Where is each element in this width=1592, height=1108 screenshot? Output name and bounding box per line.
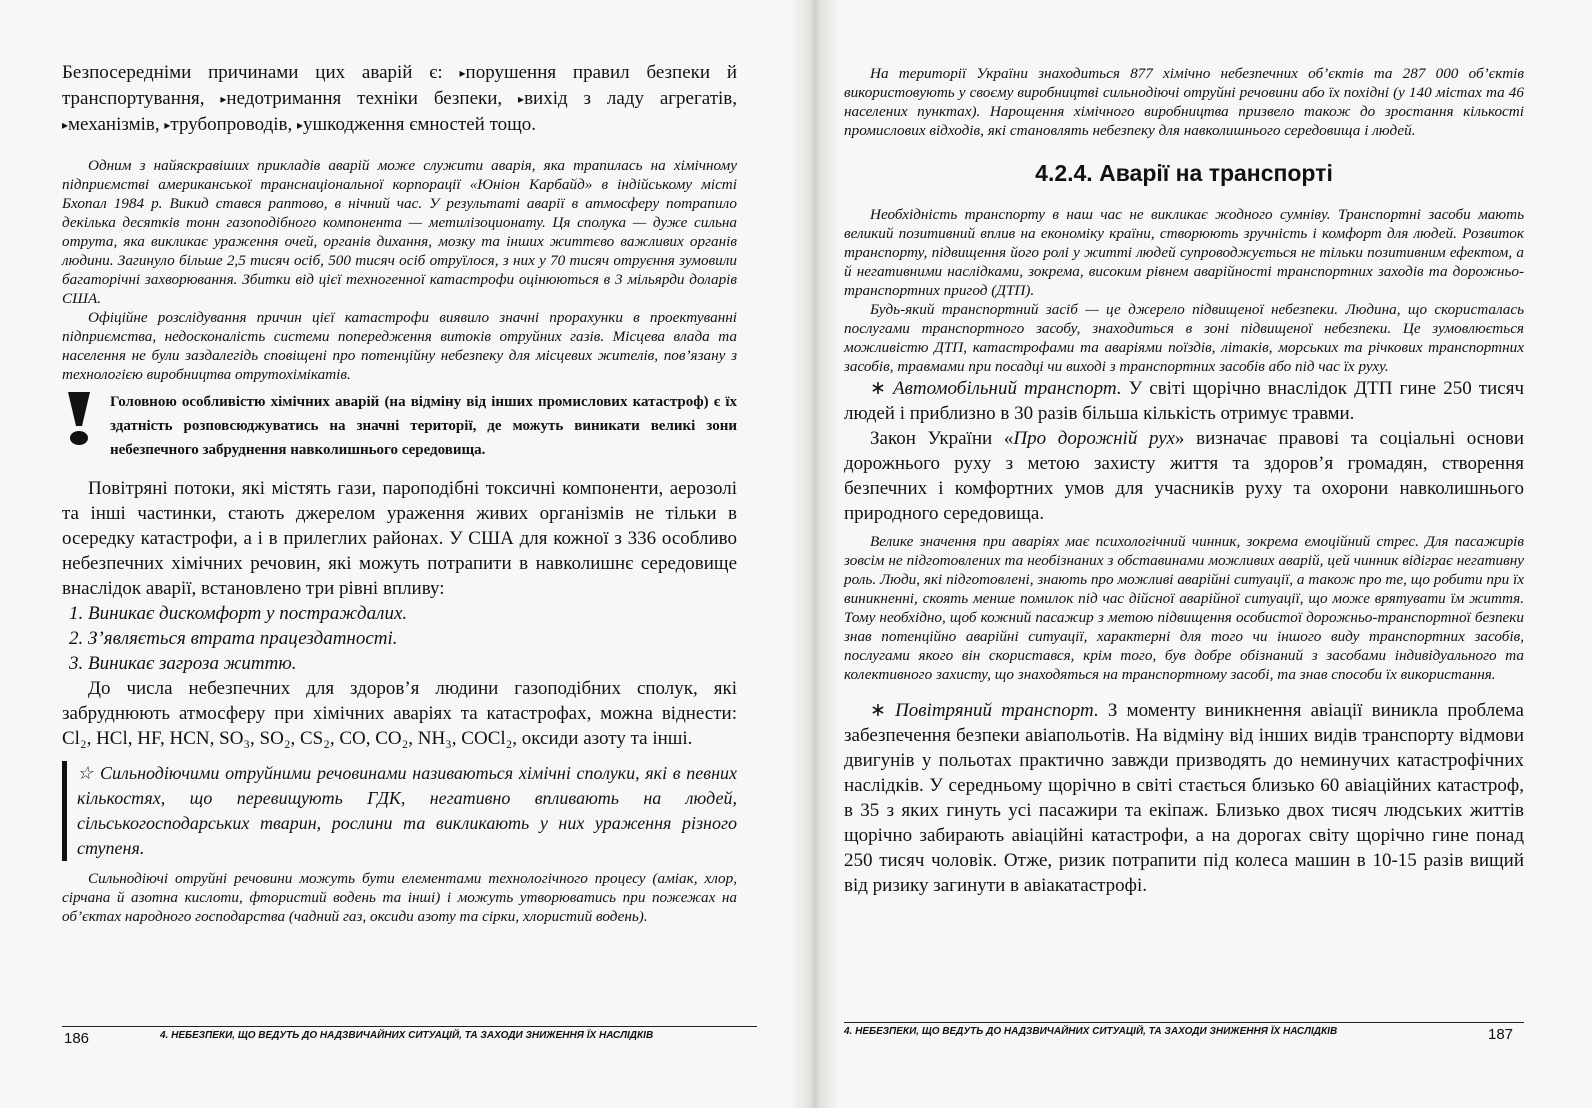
definition-note: Сильнодіючі отруйні речовини можуть бути елементами технологічного процесу (аміак, хлор, сірчана й азотна кислоти, фтористий водень та інші) і можуть утворюватись при пожежах на об’єктах народного господарства (чадний газ, оксиди азоту та сірки, хлористий водень). (62, 870, 737, 925)
psychology-paragraph: Велике значення при аваріях має психологічний чинник, зокрема емоційний стрес. Для пасажирів зовсім не підготовлених та необізнаних з обставинами можливих аварій, цей чинник відіграє негативну роль. Люди, які підготовлені, знають про можливі аварійні ситуації, а також про те, що робити при їх виникненні, скоять менше помилок під час дійсної аварійної ситуації, що може врятувати їм життя. Тому необхідно, щоб кожний пасажир з метою підвищення особистої дорожньо-транспортної безпеки знав потенційно аварійні ситуації, характерні для того чи іншого виду транспортних засобів, послугами якого він скористався, крім того, був добре обізнаний з засобами індивідуального та колективного захисту, що знаходяться на транспортному засобі, та знав способи їх використання. (844, 533, 1524, 683)
transport-paragraph-1: Необхідність транспорту в наш час не викликає жодного сумніву. Транспортні засоби мають великий позитивний вплив на економіку країни, створюють зручність і комфорт для людей. Розвиток транспорту, підвищення його ролі у житті людей супроводжується не тільки позитивним ефектом, а й негативними наслідками, зокрема, високим рівнем аварійності транспортних заходів та дорожньо-транспортних пригод (ДТП). (844, 206, 1524, 299)
definition-body: називаються хімічні сполуки, які в певних кількостях, що перевищують ГДК, негативно впливають на людей, сільськогосподарських тварин, рослини та викликають у них ураження різного ступеня. (77, 763, 738, 858)
law-title: Про дорожній рух (1013, 428, 1175, 449)
star-icon: ☆ (77, 763, 95, 783)
list-item: 2. З’являється втрата працездатності. (88, 626, 737, 651)
gases-lead: До числа небезпечних для здоров’я людини газоподібних сполук, які забруднюють атмосферу при хімічних аваріях та катастрофах, можна віднести: (62, 678, 737, 724)
transport-paragraph-2: Будь-який транспортний засіб — це джерело підвищеної небезпеки. Людина, що скористалась послугами транспортного засобу, знаходиться в зоні підвищеної небезпеки. Це зумовлюється можливістю ДТП, катастрофами та аваріями поїздів, літаків, морських та річкових транспортних засобів, травмами при посадці чи виході з транспортних засобів або під час їх руху. (844, 301, 1524, 375)
arrow-icon: ▸ (297, 118, 304, 132)
impact-levels-list (62, 601, 737, 676)
left-content (62, 60, 737, 926)
arrow-icon: ▸ (62, 118, 69, 132)
auto-text: У світі щорічно внаслідок ДТП гине 250 тисяч людей і приблизно в 30 разів більша кількість отримує травми. (844, 378, 1525, 424)
cause-item: трубопроводів, (170, 114, 293, 135)
list-item: 1. Виникає дискомфорт у постраждалих. (88, 601, 737, 626)
cause-item: вихід з ладу агрегатів, (524, 88, 738, 109)
running-title: 4. НЕБЕЗПЕКИ, ЩО ВЕДУТЬ ДО НАДЗВИЧАЙНИХ СИТУАЦІЙ, ТА ЗАХОДИ ЗНИЖЕННЯ ЇХ НАСЛІДКІВ (844, 1026, 1338, 1037)
cause-item: ушкодження ємностей тощо. (303, 114, 537, 135)
page-number: 186 (64, 1030, 90, 1047)
definition-block (62, 761, 737, 861)
aviation-text: З моменту виникнення авіації виникла проблема забезпечення безпеки авіапольотів. На відміну від інших видів транспорту відмови двигунів у польотах практично завжди призводять до неминучих катастрофічних наслідків. У середньому щорічно в світі стається близько 60 авіаційних катастроф, в 35 з яких гинуть усі пасажири та екіпаж. Близько двох тисяч людських життів щорічно забирають авіаційні катастрофи, а на дорогах світу щорічно гине понад 250 тисяч чоловік. Отже, ризик потрапити під колеса машин в 10-15 разів вищий від ризику загинути в авіакатастрофі. (844, 700, 1524, 896)
law-paragraph (844, 426, 1524, 526)
causes-lead: Безпосередніми причинами цих аварій є: (62, 62, 443, 83)
right-page (836, 0, 1592, 1108)
arrow-icon: ▸ (220, 92, 227, 106)
right-content (844, 64, 1524, 898)
definition-text (77, 761, 737, 861)
ukraine-objects-paragraph: На території України знаходиться 877 хімічно небезпечних об’єктів та 287 000 об’єктів використовують у своєму виробництві сильнодіючі отруйні речовини або їх похідні (у 140 містах та 46 населених пунктах). Нарощення хімічного виробництва призвело також до зростання кількості промислових відходів, які становлять небезпеку для навколишнього середовища і людей. (844, 65, 1524, 139)
warning-text: Головною особливістю хімічних аварій (на відміну від інших промислових катастроф) є їх здатність розповсюджуватись на значні території, де можуть виникати великі зони небезпечного забруднення навколишнього середовища. (110, 394, 737, 458)
aviation-paragraph (844, 698, 1524, 898)
bhopal-paragraph-2: Офіційне розслідування причин цієї катастрофи виявило значні прорахунки в проектуванні підприємства, недосконалість системи попередження витоків отруйних газів. Місцева влада та населення не були заздалегідь сповіщені про потенційну небезпеку для місцевих жителів, пов’язану з технологією виробництва отрутохімікатів. (62, 309, 737, 383)
arrow-icon: ▸ (459, 66, 466, 80)
footer-rule (844, 1022, 1524, 1023)
running-title: 4. НЕБЕЗПЕКИ, ЩО ВЕДУТЬ ДО НАДЗВИЧАЙНИХ СИТУАЦІЙ, ТА ЗАХОДИ ЗНИЖЕННЯ ЇХ НАСЛІДКІВ (160, 1030, 654, 1041)
cause-item: недотримання техніки безпеки, (226, 88, 503, 109)
bhopal-paragraph-1: Одним з найяскравіших прикладів аварій може служити аварія, яка трапилась на хімічному підприємстві американської транснаціональної корпорації «Юніон Карбайд» в індійському місті Бхопал 1984 р. Викид стався раптово, в нічний час. У результаті аварії в атмосферу потрапило декілька десятків тонн газоподібного компонента — метилізоционату. Ця сполука — дуже сильна отрута, яка викликає ураження очей, органів дихання, мозку та інших життєво важливих органів людини. Загинуло більше 2,5 тисяч осіб, 500 тисяч осіб отруїлося, з них у 70 тисяч отруєння зумовили багаторічні захворювання. Збитки від цієї техногенної катастрофи оцінюються в 3 мільярди доларів США. (62, 157, 737, 307)
air-flows-paragraph: Повітряні потоки, які містять гази, пароподібні токсичні компоненти, аерозолі та інші частинки, стають джерелом ураження живих організмів не тільки в осередку катастрофи, а і в прилеглих районах. У США для кожної з 336 особливо небезпечних хімічних речовин, які можуть потрапити в навколишнє середовище внаслідок аварії, встановлено три рівні впливу: (62, 478, 737, 599)
law-text-b: » визначає правові та соціальні основи дорожнього руху з метою захисту життя та здоров’я громадян, створення безпечних і комфортних умов для учасників руху та охорони навколишнього природного середовища. (844, 428, 1525, 524)
exclamation-icon (62, 390, 96, 462)
gases-formulas: Cl₂, HCl, HF, HCN, SO₃, SO₂, CS₂, CO, CO₂, NH₃, COCl₂, (62, 728, 518, 749)
aviation-term: Повітряний транспорт. (895, 700, 1099, 721)
cause-item: порушення правил безпеки й транспортування, (62, 62, 737, 109)
page-number: 187 (1488, 1026, 1514, 1043)
law-text-a: Закон України « (870, 428, 1014, 449)
arrow-icon: ▸ (164, 118, 171, 132)
arrow-icon: ▸ (518, 92, 525, 106)
auto-paragraph (844, 376, 1524, 426)
definition-term: Сильнодіючими отруйними речовинами (100, 763, 407, 783)
causes-paragraph (62, 60, 737, 138)
gases-paragraph (62, 676, 737, 751)
section-heading: 4.2.4. Аварії на транспорті (1035, 160, 1333, 186)
asterisk-icon: ∗ (870, 378, 886, 399)
footer-rule (62, 1026, 757, 1027)
cause-item: механізмів, (68, 114, 160, 135)
auto-term: Автомобільний транспорт. (893, 378, 1122, 399)
asterisk-icon: ∗ (870, 700, 886, 721)
warning-note (62, 390, 737, 462)
list-item: 3. Виникає загроза життю. (88, 651, 737, 676)
gases-tail: оксиди азоту та інші. (521, 728, 693, 749)
